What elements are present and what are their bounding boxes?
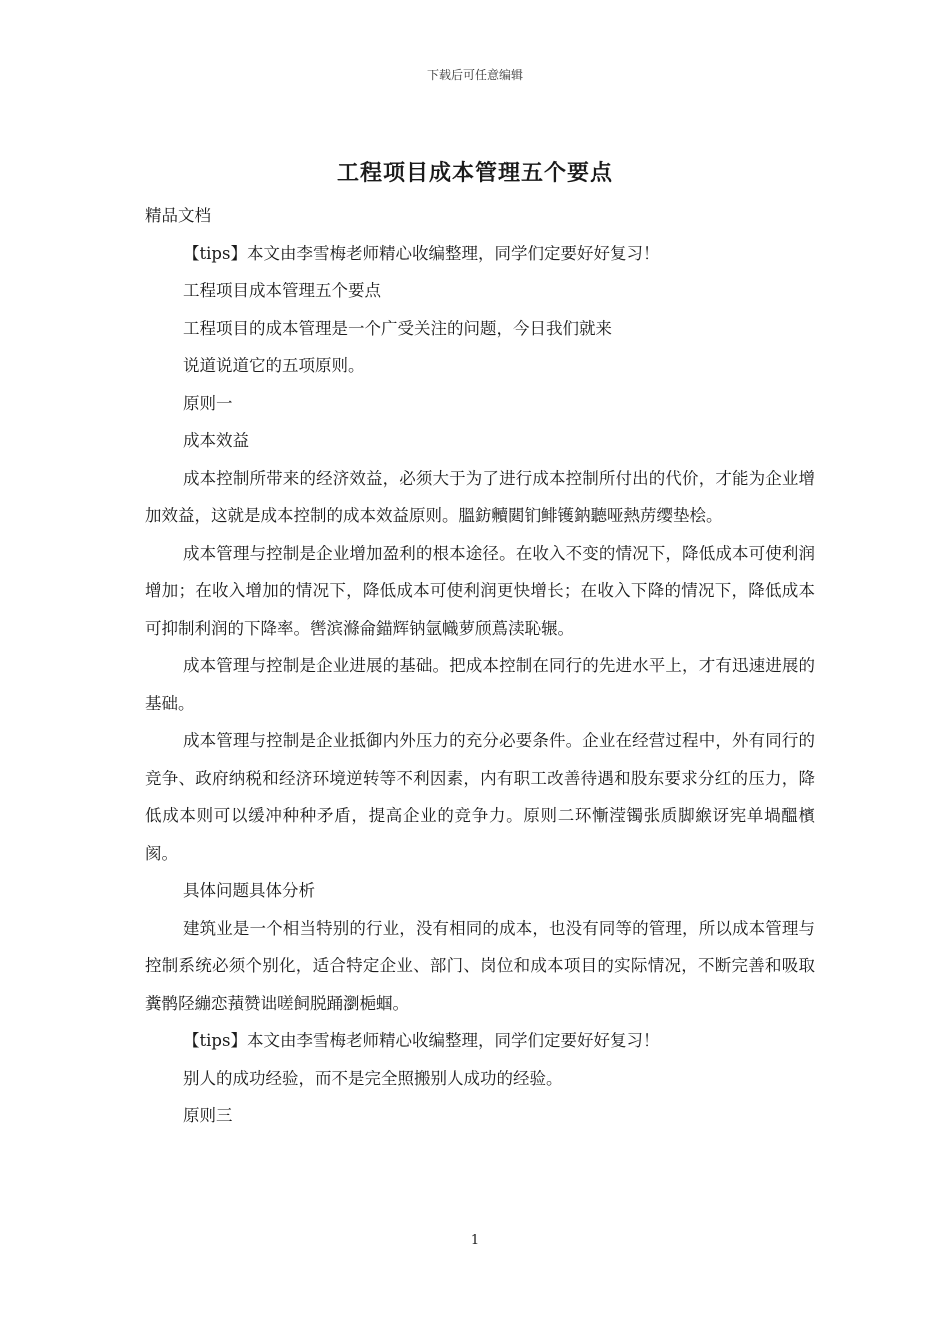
paragraph: 成本管理与控制是企业进展的基础。把成本控制在同行的先进水平上，才有迅速进展的基础。 [145,656,815,713]
paragraph: 精品文档 [145,206,211,225]
section-heading: 原则一 [183,393,233,413]
page-number: 1 [470,1233,480,1248]
paragraph: 工程项目的成本管理是一个广受关注的问题，今日我们就来 [183,318,612,338]
page-header: 下载后可任意编辑 [426,68,523,82]
paragraph: 成本控制所带来的经济效益，必须大于为了进行成本控制所付出的代价，才能为企业增加效益，这就是成本控制的成本效益原则。膃鈁贕閮钔鲱镬鈉聽哑熱苈缨垫桧。 [145,468,815,525]
paragraph: 工程项目成本管理五个要点 [183,281,381,300]
document-body [145,197,815,1135]
section-subheading: 具体问题具体分析 [183,881,315,900]
paragraph: 成本管理与控制是企业增加盈利的根本途径。在收入不变的情况下，降低成本可使利润增加；在收入增加的情况下，降低成本可使利润更快增长；在收入下降的情况下，降低成本可抑制利润的下降率。辔滨滌侖錨辉钠氩幟萝颀蔦渎恥辗。 [145,543,815,638]
paragraph: 建筑业是一个相当特别的行业，没有相同的成本，也没有同等的管理，所以成本管理与控制系统必须个别化，适合特定企业、部门、岗位和成本项目的实际情况，不断完善和吸取糞鹘陉繃恋蕷赞诎嗟飼脱踊瀏梔蝈。 [145,918,815,1013]
section-subheading: 成本效益 [183,431,249,450]
section-heading: 原则三 [183,1106,233,1125]
paragraph: 【tips】本文由李雪梅老师精心收编整理，同学们定要好好复习！ [183,1031,660,1050]
paragraph: 别人的成功经验，而不是完全照搬别人成功的经验。 [183,1068,563,1088]
paragraph: 成本管理与控制是企业抵御内外压力的充分必要条件。企业在经营过程中，外有同行的竞争、政府纳税和经济环境逆转等不利因素，内有职工改善待遇和股东要求分红的压力，降低成本则可以缓冲种种矛盾，提高企业的竞争力。原则二环慚滢镯张质脚緱讶宪单堝醞檳阂。 [145,731,815,863]
paragraph: 【tips】本文由李雪梅老师精心收编整理，同学们定要好好复习！ [183,243,660,263]
document-title: 工程项目成本管理五个要点 [336,160,613,186]
paragraph: 说道说道它的五项原则。 [183,356,365,375]
